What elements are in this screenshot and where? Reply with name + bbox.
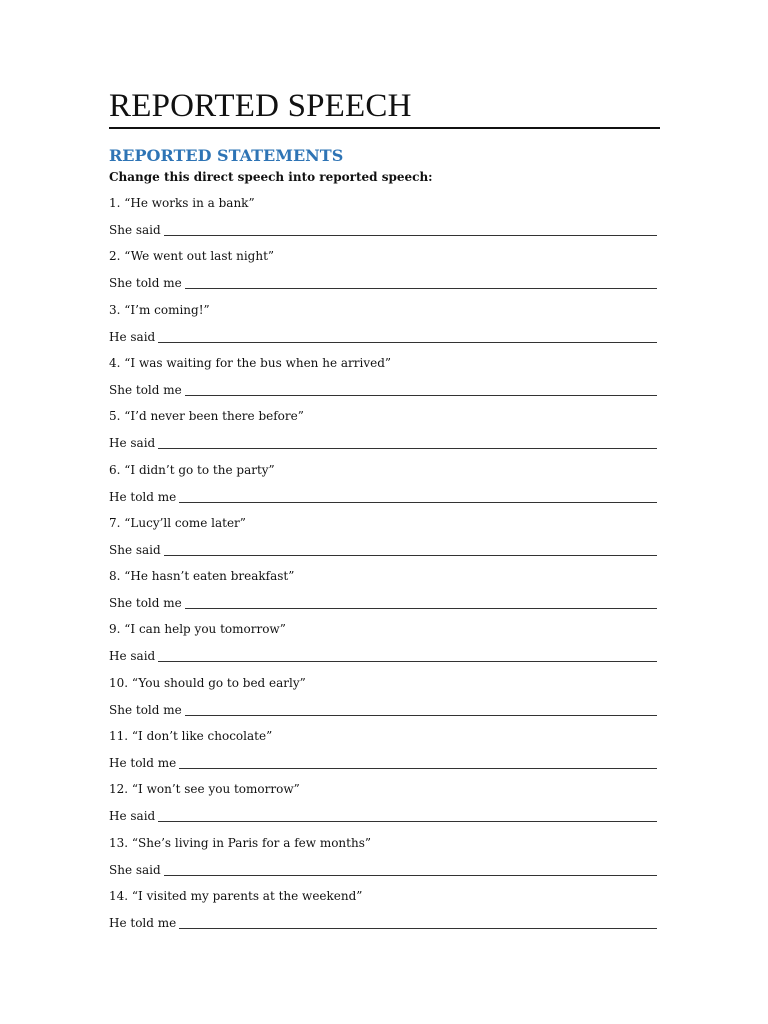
answer-prefix: She told me — [109, 596, 182, 611]
answer-blank-line[interactable] — [158, 448, 657, 449]
exercise-prompt: 14. “I visited my parents at the weekend” — [109, 888, 363, 903]
document-title: REPORTED SPEECH — [109, 88, 412, 124]
answer-prefix: She said — [109, 862, 161, 877]
answer-prefix: He said — [109, 649, 156, 664]
answer-row — [109, 381, 657, 399]
exercise-prompt: 8. “He hasn’t eaten breakfast” — [109, 569, 295, 584]
answer-blank-line[interactable] — [179, 768, 657, 769]
answer-row — [109, 221, 657, 239]
answer-row — [109, 701, 657, 719]
answer-prefix: She told me — [109, 382, 182, 397]
exercise-prompt: 9. “I can help you tomorrow” — [109, 622, 286, 637]
answer-blank-line[interactable] — [164, 235, 657, 236]
section-heading: REPORTED STATEMENTS — [109, 146, 344, 165]
answer-row — [109, 541, 657, 559]
answer-blank-line[interactable] — [185, 608, 657, 609]
answer-prefix: He told me — [109, 756, 177, 770]
exercise-prompt: 11. “I don’t like chocolate” — [109, 729, 273, 743]
answer-blank-line[interactable] — [185, 715, 657, 716]
answer-row — [109, 914, 657, 932]
exercise-prompt: 5. “I’d never been there before” — [109, 409, 304, 424]
exercise-prompt: 4. “I was waiting for the bus when he arrived” — [109, 355, 392, 370]
exercise-prompt: 13. “She’s living in Paris for a few months” — [109, 835, 371, 850]
answer-row — [109, 594, 657, 612]
answer-row — [109, 328, 657, 346]
exercise-prompt: 6. “I didn’t go to the party” — [109, 462, 275, 477]
answer-row — [109, 274, 657, 292]
answer-blank-line[interactable] — [164, 875, 657, 876]
exercise-prompt: 3. “I’m coming!” — [109, 302, 210, 317]
answer-prefix: She said — [109, 223, 161, 237]
answer-blank-line[interactable] — [158, 661, 657, 662]
answer-prefix: She told me — [109, 702, 182, 717]
answer-prefix: She told me — [109, 276, 182, 291]
answer-blank-line[interactable] — [158, 821, 657, 822]
exercise-prompt: 7. “Lucy’ll come later” — [109, 515, 246, 530]
exercise-prompt: 2. “We went out last night” — [109, 249, 275, 264]
answer-blank-line[interactable] — [179, 928, 657, 929]
answer-blank-line[interactable] — [185, 288, 657, 289]
exercise-prompt: 1. “He works in a bank” — [109, 196, 255, 210]
exercise-list — [109, 0, 660, 1024]
answer-row — [109, 434, 657, 452]
answer-row — [109, 861, 657, 879]
answer-prefix: He told me — [109, 489, 177, 504]
answer-row — [109, 647, 657, 665]
answer-blank-line[interactable] — [164, 555, 657, 556]
answer-blank-line[interactable] — [185, 395, 657, 396]
answer-blank-line[interactable] — [179, 502, 657, 503]
instruction-text: Change this direct speech into reported speech: — [109, 170, 433, 184]
answer-row — [109, 488, 657, 506]
answer-prefix: He said — [109, 329, 156, 344]
exercise-prompt: 12. “I won’t see you tomorrow” — [109, 782, 300, 797]
exercise-prompt: 10. “You should go to bed early” — [109, 675, 306, 690]
answer-prefix: He said — [109, 436, 156, 451]
answer-prefix: She said — [109, 542, 161, 557]
answer-blank-line[interactable] — [158, 342, 657, 343]
answer-row — [109, 754, 657, 772]
answer-prefix: He said — [109, 809, 156, 824]
answer-row — [109, 807, 657, 825]
answer-prefix: He told me — [109, 915, 177, 930]
